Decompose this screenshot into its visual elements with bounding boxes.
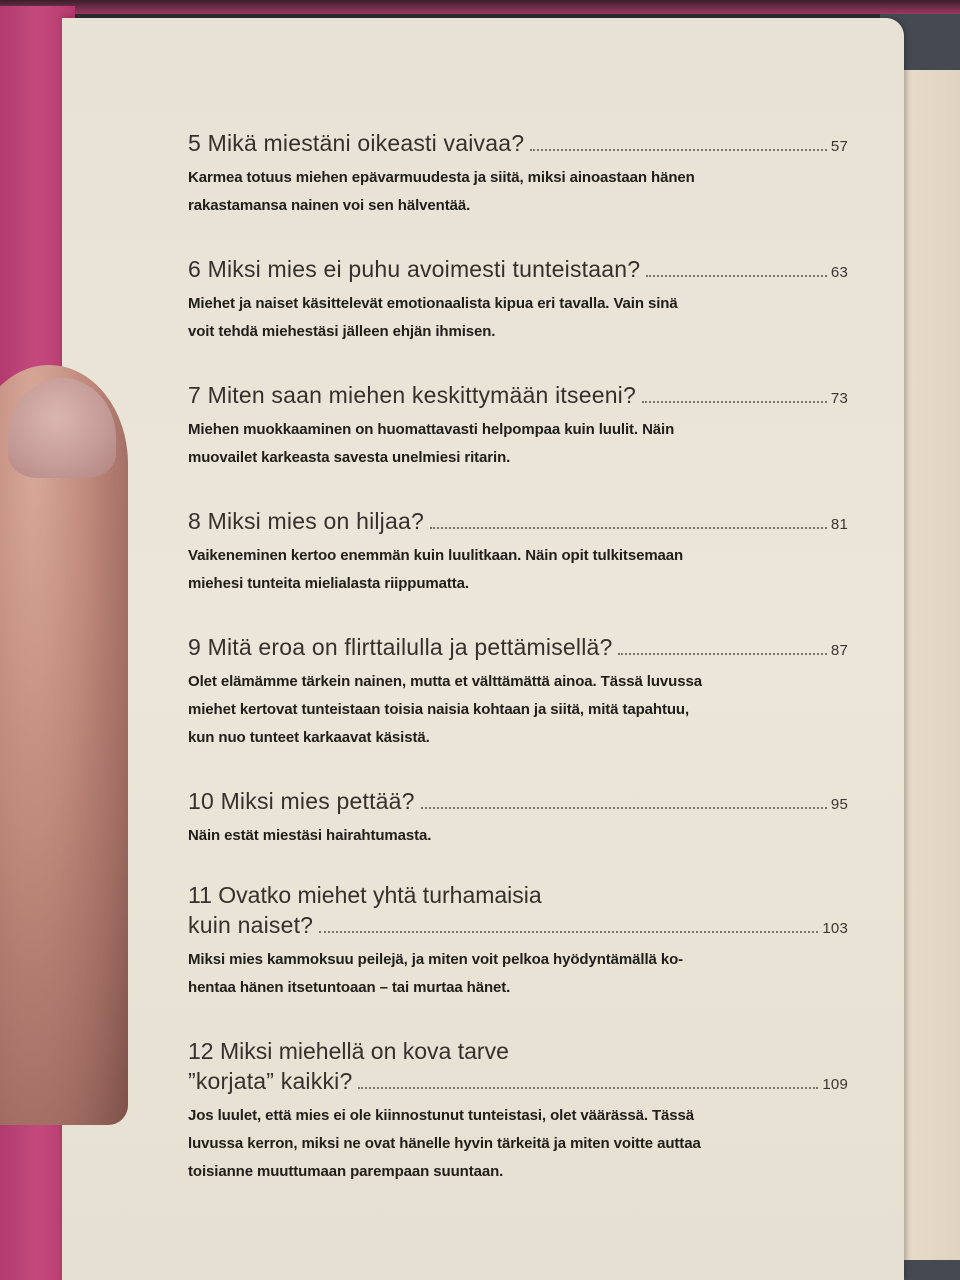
description-line: Vaikeneminen kertoo enemmän kuin luulitkaan. Näin opit tulkitsemaan: [188, 547, 684, 564]
description-line: rakastamansa nainen voi sen hälventää.: [188, 197, 471, 214]
dot-leader: [618, 652, 826, 655]
chapter-description: [188, 946, 848, 1002]
chapter-title-line-2: ”korjata” kaikki?: [188, 1068, 353, 1094]
description-line: muovailet karkeasta savesta unelmiesi ritarin.: [188, 449, 511, 466]
toc-entry-5: [188, 128, 848, 220]
chapter-description: [188, 164, 848, 220]
chapter-description: [188, 290, 848, 346]
chapter-title: 10 Miksi mies pettää?: [188, 788, 415, 814]
description-line: Näin estät miestäsi hairahtumasta.: [188, 827, 432, 844]
chapter-description: [188, 668, 848, 752]
chapter-title: 9 Mitä eroa on flirttailulla ja pettämisellä?: [188, 634, 613, 660]
chapter-description: [188, 822, 848, 850]
toc-title-row: [188, 254, 848, 288]
chapter-title: 8 Miksi mies on hiljaa?: [188, 508, 424, 534]
description-line: Miksi mies kammoksuu peilejä, ja miten voit pelkoa hyödyntämällä ko-: [188, 951, 684, 968]
toc-entry-10: [188, 786, 848, 850]
dot-leader: [319, 930, 818, 933]
toc-title-row: [188, 1066, 848, 1100]
page-number: 57: [830, 138, 848, 155]
chapter-title-line-2: kuin naiset?: [188, 912, 314, 938]
page-number: 63: [830, 264, 848, 281]
description-line: voit tehdä miehestäsi jälleen ehjän ihmisen.: [188, 323, 496, 340]
chapter-title: 5 Mikä miestäni oikeasti vaivaa?: [188, 130, 525, 156]
description-line: Miehen muokkaaminen on huomattavasti helpompaa kuin luulit. Näin: [188, 421, 675, 438]
toc-entry-8: [188, 506, 848, 598]
toc-title-row: [188, 128, 848, 162]
chapter-description: [188, 1102, 848, 1186]
description-line: hentaa hänen itsetuntoaan – tai murtaa hänet.: [188, 979, 511, 996]
dot-leader: [358, 1086, 818, 1089]
toc-entry-9: [188, 632, 848, 752]
dot-leader: [430, 526, 827, 529]
toc-title-row: [188, 380, 848, 414]
page-number: 103: [822, 920, 848, 937]
description-line: Jos luulet, että mies ei ole kiinnostunut tunteistasi, olet väärässä. Tässä: [188, 1107, 695, 1124]
page-number: 87: [830, 642, 848, 659]
toc-title-row: [188, 506, 848, 540]
description-line: kun nuo tunteet karkaavat käsistä.: [188, 729, 430, 746]
chapter-title-line-1: 11 Ovatko miehet yhtä turhamaisia: [188, 882, 542, 908]
description-line: luvussa kerron, miksi ne ovat hänelle hyvin tärkeitä ja miten voitte auttaa: [188, 1135, 701, 1152]
toc-title-row: [188, 786, 848, 820]
chapter-description: [188, 416, 848, 472]
chapter-title: 7 Miten saan miehen keskittymään itseeni?: [188, 382, 636, 408]
description-line: Miehet ja naiset käsittelevät emotionaalista kipua eri tavalla. Vain sinä: [188, 295, 678, 312]
book-cover-top-edge: [0, 0, 960, 14]
dot-leader: [530, 148, 827, 151]
toc-entry-12: [188, 1036, 848, 1186]
chapter-description: [188, 542, 848, 598]
chapter-title: 6 Miksi mies ei puhu avoimesti tunteistaan?: [188, 256, 641, 282]
description-line: Karmea totuus miehen epävarmuudesta ja siitä, miksi ainoastaan hänen: [188, 169, 695, 186]
description-line: miehet kertovat tunteistaan toisia naisia kohtaan ja siitä, mitä tapahtuu,: [188, 701, 690, 718]
toc-title-row: [188, 910, 848, 944]
page-number: 95: [830, 796, 848, 813]
toc-title-row: [188, 632, 848, 666]
toc-entry-7: [188, 380, 848, 472]
description-line: Olet elämämme tärkein nainen, mutta et välttämättä ainoa. Tässä luvussa: [188, 673, 702, 690]
holding-thumb: [0, 365, 128, 1125]
chapter-title-line-1: 12 Miksi miehellä on kova tarve: [188, 1038, 509, 1064]
dot-leader: [421, 806, 827, 809]
description-line: miehesi tunteita mielialasta riippumatta.: [188, 575, 469, 592]
table-of-contents: [188, 128, 848, 1220]
dot-leader: [646, 274, 827, 277]
toc-entry-6: [188, 254, 848, 346]
page-number: 73: [830, 390, 848, 407]
page-number: 81: [830, 516, 848, 533]
page-number: 109: [822, 1076, 848, 1093]
description-line: toisianne muuttumaan parempaan suuntaan.: [188, 1163, 504, 1180]
dot-leader: [642, 400, 827, 403]
toc-entry-11: [188, 880, 848, 1002]
